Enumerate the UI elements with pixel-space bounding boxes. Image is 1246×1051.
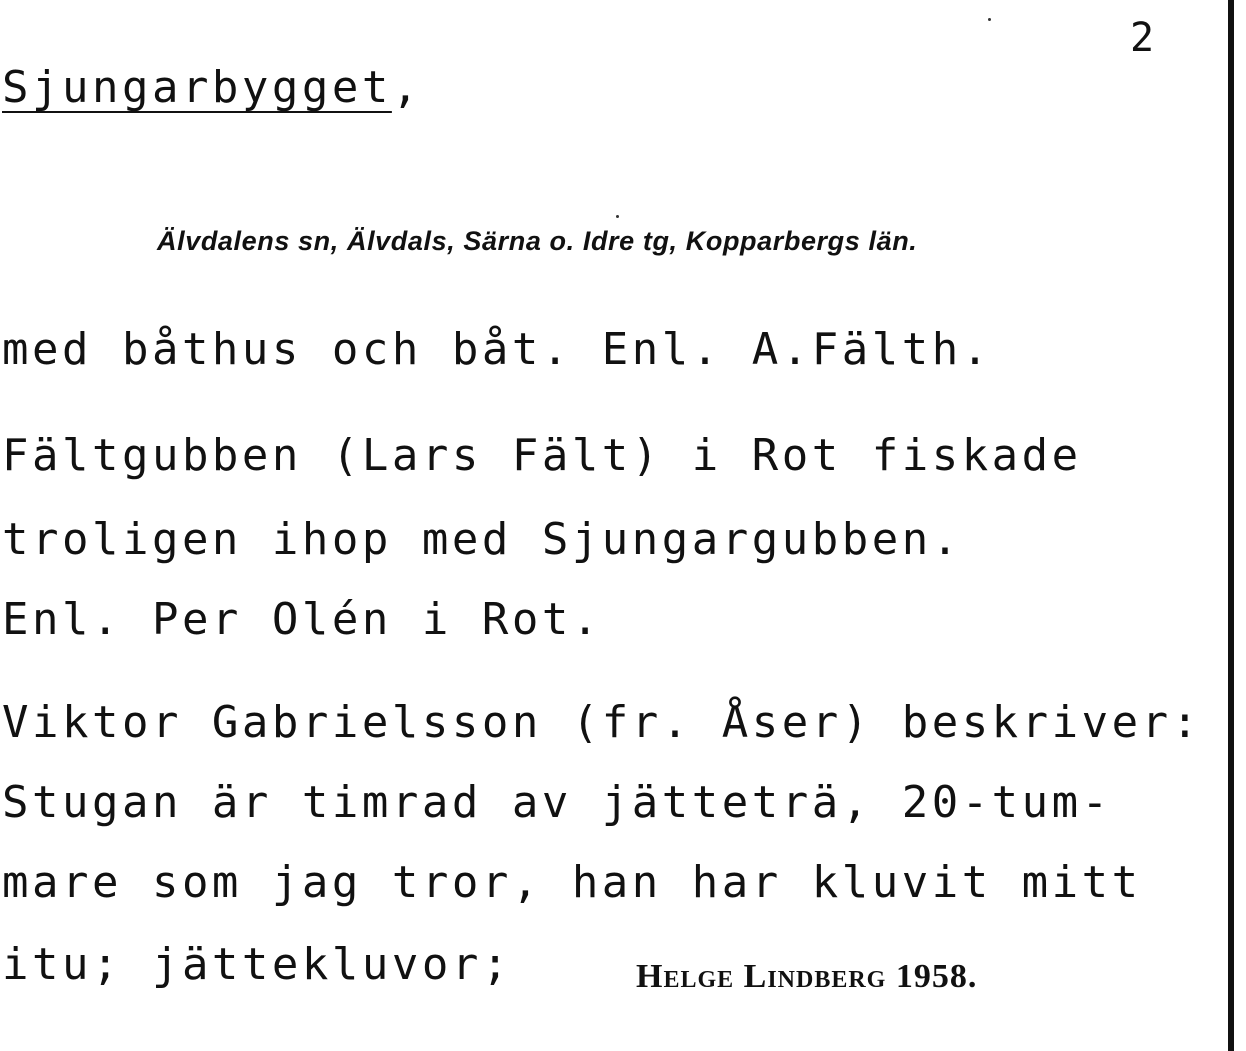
title-punctuation: , [391,62,422,113]
speck-mark [616,215,619,218]
text-line: itu; jättekluvor; [2,939,512,990]
signature-name: Helge Lindberg [636,958,887,995]
signature-year: 1958. [895,958,978,995]
signature-stamp [636,958,977,996]
text-line: med båthus och båt. Enl. A.Fälth. [2,324,992,375]
title-name: Sjungarbygget [2,62,392,113]
text-line: Fältgubben (Lars Fält) i Rot fiskade [2,430,1082,481]
text-line: Stugan är timrad av jätteträ, 20-tum- [2,777,1112,828]
text-line: Enl. Per Olén i Rot. [2,594,602,645]
location-stamp: Älvdalens sn, Älvdals, Särna o. Idre tg, Kopparbergs län. [157,226,918,256]
text-line: troligen ihop med Sjungargubben. [2,514,962,565]
speck-mark [988,18,991,21]
text-line: mare som jag tror, han har kluvit mitt [2,857,1142,908]
text-line: Viktor Gabrielsson (fr. Åser) beskriver: [2,697,1202,748]
card-title [2,62,422,113]
page-number: 2 [1130,15,1155,61]
card-right-border [1228,0,1234,1051]
